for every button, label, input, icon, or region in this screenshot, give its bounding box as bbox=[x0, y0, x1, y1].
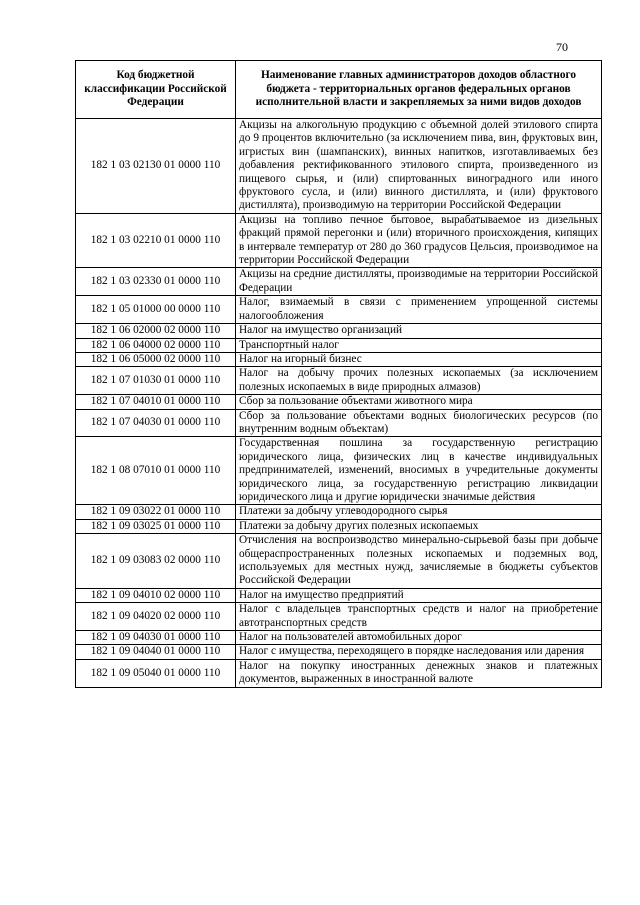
table-row bbox=[76, 268, 602, 296]
page-number: 70 bbox=[556, 40, 568, 54]
revenue-name-cell: Акцизы на алкогольную продукцию с объемной долей этилового спирта до 9 процентов включительно (за исключением пива, вин, фруктовых вин, игристых вин (шампанских), винных напитков, изготавливаемых без добавления ректификованного этилового спирта, произведенного из пищевого сырья, и (или) спиртованных виноградного или иного фруктового сусла, и (или) винного дистиллята, и (или) фруктового дистиллята), производимую на территории Российской Федерации bbox=[236, 119, 602, 214]
table-row bbox=[76, 505, 602, 519]
header-code: Код бюджетной классификации Российской Федерации bbox=[76, 61, 236, 119]
revenue-name-cell: Транспортный налог bbox=[236, 338, 602, 352]
table-row bbox=[76, 119, 602, 214]
budget-code-cell: 182 1 09 03083 02 0000 110 bbox=[76, 534, 236, 589]
table-row bbox=[76, 588, 602, 602]
budget-code-cell: 182 1 09 04020 02 0000 110 bbox=[76, 603, 236, 631]
table-row bbox=[76, 338, 602, 352]
budget-code-cell: 182 1 03 02210 01 0000 110 bbox=[76, 213, 236, 268]
revenue-name-cell: Сбор за пользование объектами животного мира bbox=[236, 395, 602, 409]
table-row bbox=[76, 409, 602, 437]
budget-code-cell: 182 1 09 03025 01 0000 110 bbox=[76, 519, 236, 533]
budget-code-cell: 182 1 05 01000 00 0000 110 bbox=[76, 296, 236, 324]
revenue-name-cell: Налог на пользователей автомобильных дорог bbox=[236, 631, 602, 645]
budget-classification-table bbox=[75, 60, 602, 688]
table-row bbox=[76, 645, 602, 659]
revenue-name-cell: Налог на добычу прочих полезных ископаемых (за исключением полезных ископаемых в виде природных алмазов) bbox=[236, 367, 602, 395]
budget-code-cell: 182 1 03 02330 01 0000 110 bbox=[76, 268, 236, 296]
table-row bbox=[76, 519, 602, 533]
budget-code-cell: 182 1 09 04040 01 0000 110 bbox=[76, 645, 236, 659]
header-name: Наименование главных администраторов доходов областного бюджета - территориальных органов федеральных органов исполнительной власти и закрепляемых за ними видов доходов bbox=[236, 61, 602, 119]
revenue-name-cell: Налог на покупку иностранных денежных знаков и платежных документов, выраженных в иностранной валюте bbox=[236, 659, 602, 687]
table-row bbox=[76, 324, 602, 338]
table-row bbox=[76, 367, 602, 395]
table-header-row bbox=[76, 61, 602, 119]
revenue-name-cell: Налог, взимаемый в связи с применением упрощенной системы налогообложения bbox=[236, 296, 602, 324]
budget-code-cell: 182 1 06 05000 02 0000 110 bbox=[76, 352, 236, 366]
revenue-name-cell: Налог с имущества, переходящего в порядке наследования или дарения bbox=[236, 645, 602, 659]
table-row bbox=[76, 631, 602, 645]
budget-code-cell: 182 1 06 04000 02 0000 110 bbox=[76, 338, 236, 352]
table-row bbox=[76, 296, 602, 324]
table-row bbox=[76, 352, 602, 366]
revenue-name-cell: Акцизы на средние дистилляты, производимые на территории Российской Федерации bbox=[236, 268, 602, 296]
budget-code-cell: 182 1 09 04010 02 0000 110 bbox=[76, 588, 236, 602]
budget-code-cell: 182 1 07 04030 01 0000 110 bbox=[76, 409, 236, 437]
revenue-name-cell: Налог с владельцев транспортных средств и налог на приобретение автотранспортных средств bbox=[236, 603, 602, 631]
revenue-name-cell: Платежи за добычу других полезных ископаемых bbox=[236, 519, 602, 533]
table-row bbox=[76, 437, 602, 505]
budget-code-cell: 182 1 09 03022 01 0000 110 bbox=[76, 505, 236, 519]
revenue-name-cell: Налог на игорный бизнес bbox=[236, 352, 602, 366]
budget-code-cell: 182 1 09 04030 01 0000 110 bbox=[76, 631, 236, 645]
revenue-name-cell: Сбор за пользование объектами водных биологических ресурсов (по внутренним водным объектам) bbox=[236, 409, 602, 437]
revenue-name-cell: Налог на имущество организаций bbox=[236, 324, 602, 338]
revenue-name-cell: Государственная пошлина за государственную регистрацию юридического лица, физических лиц в качестве индивидуальных предпринимателей, изменений, вносимых в учредительные документы юридического лица, за государственную регистрацию ликвидации юридического лица и другие юридически значимые действия bbox=[236, 437, 602, 505]
revenue-name-cell: Платежи за добычу углеводородного сырья bbox=[236, 505, 602, 519]
budget-code-cell: 182 1 09 05040 01 0000 110 bbox=[76, 659, 236, 687]
budget-code-cell: 182 1 03 02130 01 0000 110 bbox=[76, 119, 236, 214]
table-row bbox=[76, 659, 602, 687]
revenue-name-cell: Акцизы на топливо печное бытовое, вырабатываемое из дизельных фракций прямой перегонки и (или) вторичного происхождения, кипящих в интервале температур от 280 до 360 градусов Цельсия, производимое на территории Российской Федерации bbox=[236, 213, 602, 268]
budget-code-cell: 182 1 07 01030 01 0000 110 bbox=[76, 367, 236, 395]
revenue-name-cell: Налог на имущество предприятий bbox=[236, 588, 602, 602]
budget-code-cell: 182 1 07 04010 01 0000 110 bbox=[76, 395, 236, 409]
table-row bbox=[76, 213, 602, 268]
budget-code-cell: 182 1 08 07010 01 0000 110 bbox=[76, 437, 236, 505]
budget-code-cell: 182 1 06 02000 02 0000 110 bbox=[76, 324, 236, 338]
table-row bbox=[76, 534, 602, 589]
revenue-name-cell: Отчисления на воспроизводство минерально-сырьевой базы при добыче общераспространенных полезных ископаемых и подземных вод, используемых для местных нужд, зачисляемые в бюджеты субъектов Российской Федерации bbox=[236, 534, 602, 589]
table-row bbox=[76, 603, 602, 631]
table-row bbox=[76, 395, 602, 409]
